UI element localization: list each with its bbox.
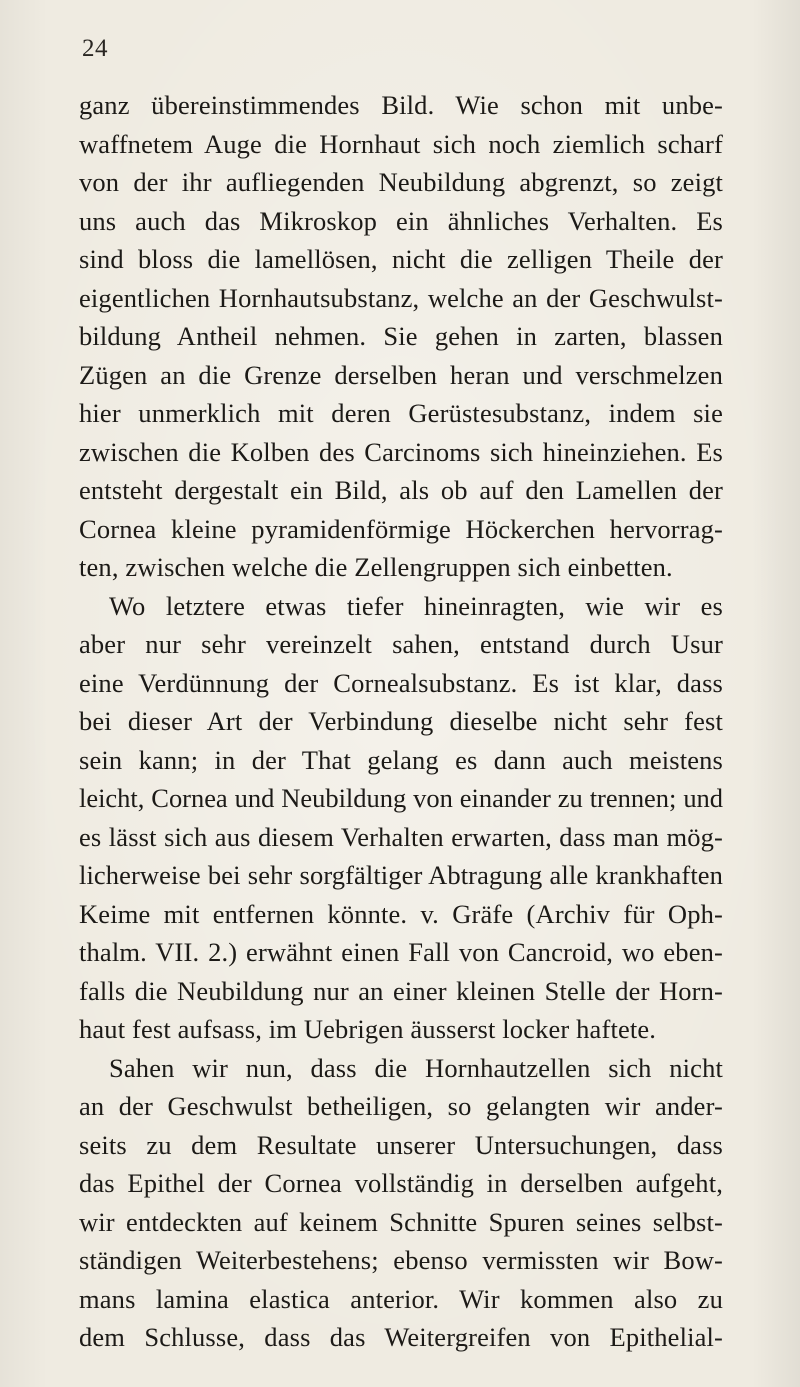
page-number: 24 bbox=[82, 35, 108, 62]
text-line: Wo letztere etwas tiefer hineinragten, wie wir es bbox=[109, 590, 723, 621]
text-line: eigentlichen Hornhautsubstanz, welche an der Geschwulst- bbox=[79, 282, 723, 313]
text-line: leicht, Cornea und Neubildung von einander zu trennen; und bbox=[79, 783, 723, 813]
text-line: entsteht dergestalt ein Bild, als ob auf den Lamellen der bbox=[79, 475, 723, 505]
text-line: aber nur sehr vereinzelt sahen, entstand durch Usur bbox=[79, 629, 723, 659]
text-line: licherweise bei sehr sorgfältiger Abtragung alle krankhaften bbox=[79, 860, 723, 890]
text-line: waffnetem Auge die Hornhaut sich noch ziemlich scharf bbox=[79, 128, 723, 159]
text-line: von der ihr aufliegenden Neubildung abgrenzt, so zeigt bbox=[79, 167, 723, 197]
paragraph bbox=[79, 86, 723, 587]
text-line: es lässt sich aus diesem Verhalten erwarten, dass man mög- bbox=[79, 821, 723, 852]
text-line: sind bloss die lamellösen, nicht die zelligen Theile der bbox=[79, 244, 723, 274]
text-line: zwischen die Kolben des Carcinoms sich hineinziehen. Es bbox=[79, 436, 723, 467]
text-line: bildung Antheil nehmen. Sie gehen in zarten, blassen bbox=[79, 321, 723, 351]
text-line: bei dieser Art der Verbindung dieselbe nicht sehr fest bbox=[79, 706, 723, 736]
paragraph bbox=[79, 587, 723, 1049]
text-line: wir entdeckten auf keinem Schnitte Spuren seines selbst- bbox=[79, 1206, 723, 1237]
text-line: thalm. VII. 2.) erwähnt einen Fall von Cancroid, wo eben- bbox=[79, 937, 723, 967]
text-line: hier unmerklich mit deren Gerüstesubstanz, indem sie bbox=[79, 398, 723, 428]
text-line: ganz übereinstimmendes Bild. Wie schon mit unbe- bbox=[79, 90, 723, 120]
text-line: Sahen wir nun, dass die Hornhautzellen sich nicht bbox=[109, 1052, 723, 1083]
paragraph bbox=[79, 1049, 723, 1357]
text-line: seits zu dem Resultate unserer Untersuchungen, dass bbox=[79, 1129, 723, 1160]
text-line: uns auch das Mikroskop ein ähnliches Verhalten. Es bbox=[79, 205, 723, 236]
text-line: mans lamina elastica anterior. Wir kommen also zu bbox=[79, 1283, 723, 1314]
text-line: eine Verdünnung der Cornealsubstanz. Es ist klar, dass bbox=[79, 667, 723, 698]
text-line: ten, zwischen welche die Zellengruppen sich einbetten. bbox=[79, 552, 673, 582]
text-line: haut fest aufsass, im Uebrigen äusserst locker haftete. bbox=[79, 1014, 657, 1044]
text-line: Zügen an die Grenze derselben heran und verschmelzen bbox=[79, 359, 723, 390]
text-line: Cornea kleine pyramidenförmige Höckerchen hervorrag- bbox=[79, 513, 723, 544]
text-line: ständigen Weiterbestehens; ebenso vermissten wir Bow- bbox=[79, 1245, 723, 1275]
text-line: an der Geschwulst betheiligen, so gelangten wir ander- bbox=[79, 1091, 723, 1121]
text-line: das Epithel der Cornea vollständig in derselben aufgeht, bbox=[79, 1168, 723, 1198]
text-line: sein kann; in der That gelang es dann auch meistens bbox=[79, 744, 723, 775]
text-line: dem Schlusse, dass das Weitergreifen von Epithelial- bbox=[79, 1322, 723, 1352]
text-line: Keime mit entfernen könnte. v. Gräfe (Archiv für Oph- bbox=[79, 898, 723, 929]
text-line: falls die Neubildung nur an einer kleinen Stelle der Horn- bbox=[79, 975, 723, 1006]
body-text bbox=[79, 86, 723, 1357]
